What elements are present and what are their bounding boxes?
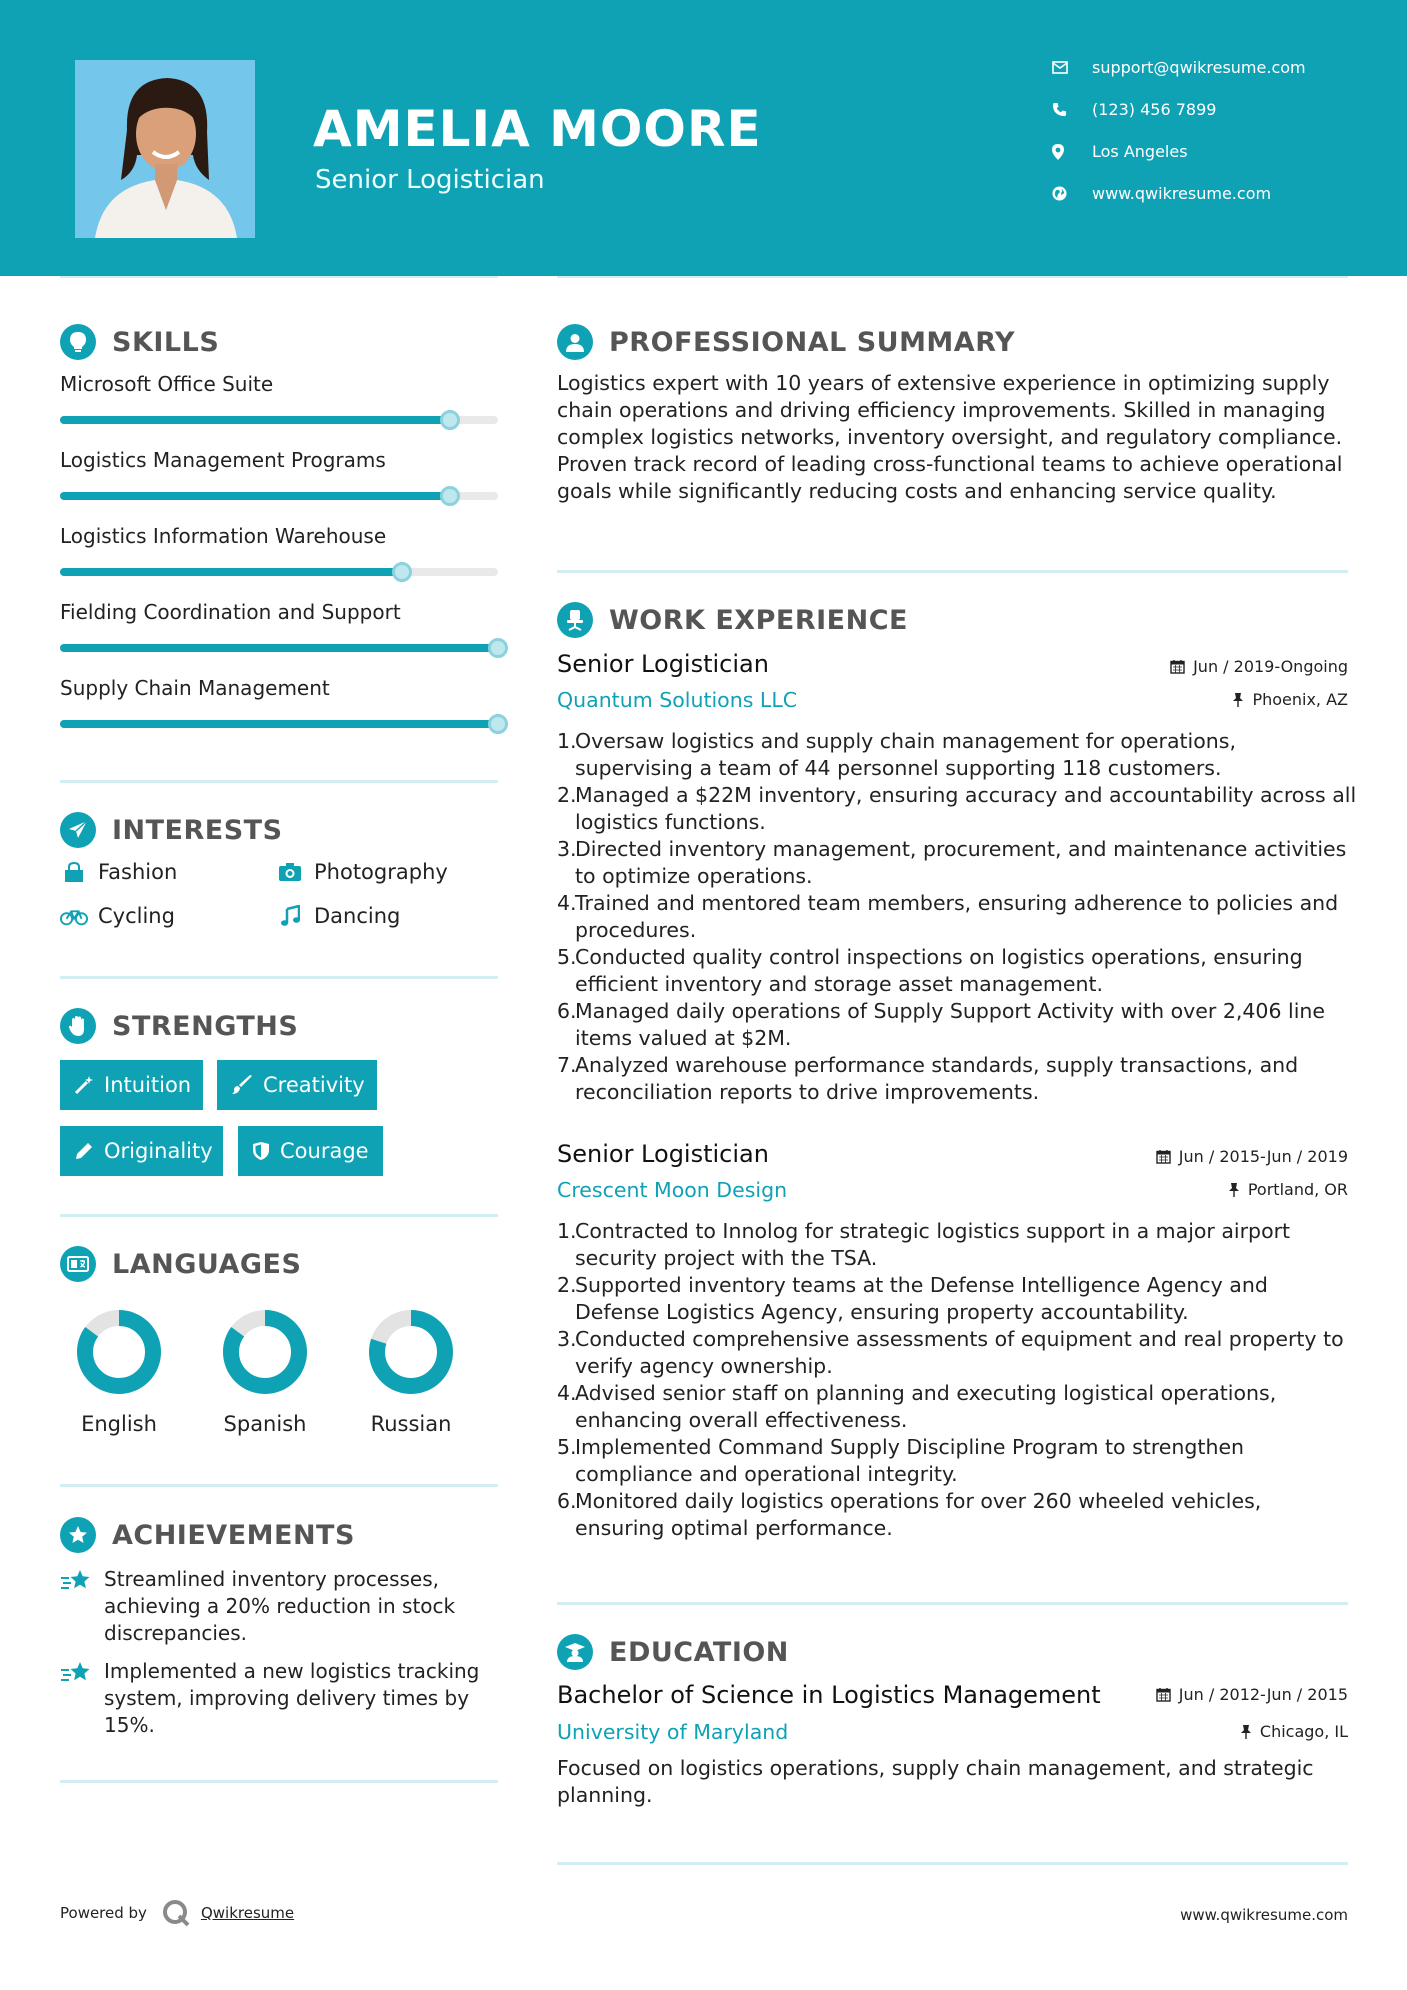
job-bullet: 7. Analyzed warehouse performance standards, supply transactions, and reconciliation reports to drive improvements.: [557, 1053, 1299, 1104]
achievements-title: ACHIEVEMENTS: [112, 1519, 355, 1551]
languages-divider: [60, 1484, 498, 1487]
language-label-russian: Russian: [370, 1412, 452, 1436]
shooting-star-icon: [60, 1566, 96, 1647]
job-bullet-list: [557, 728, 1357, 1106]
job-company: Crescent Moon Design: [557, 1178, 788, 1202]
header-divider-right: [557, 276, 1348, 278]
skill-bar-track: [60, 720, 498, 728]
achievement-text: Streamlined inventory processes, achieving a 20% reduction in stock discrepancies.: [104, 1567, 456, 1645]
shooting-star-icon: [60, 1658, 96, 1739]
interest-label: Fashion: [98, 860, 178, 884]
qwikresume-logo-icon: [161, 1898, 191, 1928]
contact-email-text: support@qwikresume.com: [1092, 58, 1306, 77]
skills-divider: [60, 780, 498, 783]
calendar-icon: [1156, 1149, 1171, 1164]
achievements-divider: [60, 1780, 498, 1783]
languages-heading: [60, 1246, 301, 1282]
language-donut: [366, 1307, 456, 1397]
calendar-icon: [1170, 659, 1185, 674]
job-bullet: 5. Conducted quality control inspections on logistics operations, ensuring efficient inventory and storage asset management.: [557, 945, 1303, 996]
languages-title: LANGUAGES: [112, 1248, 302, 1280]
bicycle-icon: [60, 906, 88, 926]
paint-brush-icon: [231, 1075, 253, 1095]
contact-email[interactable]: [1052, 58, 1382, 77]
skills-title: SKILLS: [112, 326, 220, 358]
contact-phone[interactable]: [1052, 100, 1382, 119]
education-divider: [557, 1862, 1348, 1865]
contact-location: [1052, 142, 1382, 161]
skill-bar-fill: [60, 644, 498, 652]
job-dates-text: Jun / 2019-Ongoing: [1193, 657, 1348, 676]
job-bullet: 5. Implemented Command Supply Discipline Program to strengthen compliance and operational integrity.: [557, 1435, 1245, 1486]
skills-heading: [60, 324, 219, 360]
skill-bar-knob: [392, 562, 412, 582]
strength-badge-creativity: [217, 1060, 377, 1110]
education-location: [1240, 1722, 1348, 1741]
paper-plane-icon: [60, 812, 96, 848]
interest-label: Photography: [314, 860, 448, 884]
skill-bar-track: [60, 416, 498, 424]
contact-website-text: www.qwikresume.com: [1092, 184, 1272, 203]
skill-label: Microsoft Office Suite: [60, 372, 274, 396]
interest-item-fashion: [60, 860, 177, 884]
education-title: EDUCATION: [609, 1636, 789, 1668]
interest-item-photography: [276, 860, 448, 884]
phone-icon: [1052, 102, 1080, 117]
job-bullet: 6. Managed daily operations of Supply Support Activity with over 2,406 line items valued at $2M.: [557, 999, 1326, 1050]
strengths-title: STRENGTHS: [112, 1010, 299, 1042]
summary-divider: [557, 570, 1348, 573]
office-chair-icon: [557, 602, 593, 638]
interests-divider: [60, 976, 498, 979]
interests-heading: [60, 812, 283, 848]
graduate-icon: [557, 1634, 593, 1670]
candidate-title: Senior Logistician: [315, 165, 545, 195]
powered-by-text: Powered by: [60, 1904, 147, 1922]
hand-icon: [60, 1008, 96, 1044]
interest-item-cycling: [60, 904, 175, 928]
job-location: [1232, 690, 1348, 709]
strength-label: Originality: [104, 1139, 213, 1163]
job-bullet: 1. Contracted to Innolog for strategic logistics support in a major airport security project with the TSA.: [557, 1219, 1291, 1270]
education-dates: [1156, 1685, 1348, 1704]
strength-badge-intuition: [60, 1060, 203, 1110]
skill-bar-knob: [488, 714, 508, 734]
pencil-icon: [74, 1141, 94, 1161]
achievement-item: [60, 1658, 500, 1739]
skill-label: Fielding Coordination and Support: [60, 600, 401, 624]
skill-label: Supply Chain Management: [60, 676, 330, 700]
interest-item-dancing: [276, 904, 400, 928]
job-company: Quantum Solutions LLC: [557, 688, 798, 712]
strengths-divider: [60, 1214, 498, 1217]
language-donut: [220, 1307, 310, 1397]
language-label-english: English: [81, 1412, 157, 1436]
shield-icon: [252, 1141, 270, 1161]
job-bullet: 1. Oversaw logistics and supply chain management for operations, supervising a team of 44 personnel supporting 118 customers.: [557, 729, 1236, 780]
experience-title: WORK EXPERIENCE: [609, 604, 908, 636]
interest-label: Dancing: [314, 904, 401, 928]
shopping-bag-icon: [60, 862, 88, 882]
skill-bar-knob: [488, 638, 508, 658]
achievement-text: Implemented a new logistics tracking system, improving delivery times by 15%.: [104, 1659, 480, 1737]
job-bullet: 6. Monitored daily logistics operations for over 260 wheeled vehicles, ensuring optimal performance.: [557, 1489, 1262, 1540]
camera-icon: [276, 862, 304, 882]
footer-website[interactable]: www.qwikresume.com: [1180, 1906, 1348, 1924]
job-bullet: 4. Advised senior staff on planning and executing logistical operations, enhancing overall effectiveness.: [557, 1381, 1277, 1432]
job-dates: [1170, 657, 1348, 676]
job-bullet: 3. Conducted comprehensive assessments of equipment and real property to verify agency ownership.: [557, 1327, 1344, 1378]
job-dates-text: Jun / 2015-Jun / 2019: [1178, 1147, 1348, 1166]
pushpin-icon: [1232, 692, 1244, 707]
job-location: [1228, 1180, 1348, 1199]
skill-bar-track: [60, 644, 498, 652]
header-divider-left: [60, 276, 498, 278]
job-title: Senior Logistician: [557, 650, 769, 678]
education-location-text: Chicago, IL: [1259, 1722, 1348, 1741]
job-title: Senior Logistician: [557, 1140, 769, 1168]
job-bullet: 3. Directed inventory management, procurement, and maintenance activities to optimize operations.: [557, 837, 1347, 888]
summary-heading: [557, 324, 1015, 360]
interest-label: Cycling: [98, 904, 175, 928]
map-pin-icon: [1052, 144, 1080, 160]
education-description: Focused on logistics operations, supply chain management, and strategic planning.: [557, 1756, 1314, 1807]
strength-label: Courage: [280, 1139, 369, 1163]
skill-bar-knob: [440, 486, 460, 506]
contact-location-text: Los Angeles: [1092, 142, 1188, 161]
summary-title: PROFESSIONAL SUMMARY: [609, 326, 1016, 358]
job-location-text: Portland, OR: [1247, 1180, 1348, 1199]
profile-photo: [75, 60, 255, 238]
education-dates-text: Jun / 2012-Jun / 2015: [1178, 1685, 1348, 1704]
pushpin-icon: [1228, 1182, 1240, 1197]
strength-badge-originality: [60, 1126, 223, 1176]
skill-bar-track: [60, 492, 498, 500]
globe-icon: [1052, 186, 1080, 201]
job-bullet: 2. Managed a $22M inventory, ensuring accuracy and accountability across all logistics functions.: [557, 783, 1357, 834]
language-donut: [74, 1307, 164, 1397]
summary-text: Logistics expert with 10 years of extensive experience in optimizing supply chain operations and driving efficiency improvements. Skilled in managing complex logistics networks, inventory oversight, and regulatory compliance. Proven track record of leading cross-functional teams to achieve operational goals while significantly reducing costs and enhancing service quality.: [557, 371, 1343, 503]
job-bullet-list: [557, 1218, 1357, 1542]
job-bullet: 4. Trained and mentored team members, ensuring adherence to policies and procedures.: [557, 891, 1339, 942]
education-school: University of Maryland: [557, 1720, 789, 1744]
magic-wand-icon: [74, 1075, 94, 1095]
job-bullet: 2. Supported inventory teams at the Defense Intelligence Agency and Defense Logistics Agency, ensuring property accountability.: [557, 1273, 1268, 1324]
skill-bar-fill: [60, 720, 498, 728]
lightbulb-icon: [60, 324, 96, 360]
qwikresume-link[interactable]: Qwikresume: [200, 1904, 295, 1922]
skill-bar-knob: [440, 410, 460, 430]
music-note-icon: [276, 905, 304, 927]
interests-title: INTERESTS: [112, 814, 283, 846]
envelope-icon: [1052, 61, 1080, 74]
skill-bar-fill: [60, 492, 450, 500]
skill-bar-track: [60, 568, 498, 576]
calendar-icon: [1156, 1687, 1171, 1702]
achievement-item: [60, 1566, 500, 1647]
achievements-heading: [60, 1517, 355, 1553]
star-badge-icon: [60, 1517, 96, 1553]
skill-label: Logistics Information Warehouse: [60, 524, 387, 548]
job-location-text: Phoenix, AZ: [1252, 690, 1348, 709]
language-icon: [60, 1246, 96, 1282]
contact-website[interactable]: [1052, 184, 1382, 203]
pushpin-icon: [1240, 1724, 1252, 1739]
strength-label: Intuition: [104, 1073, 192, 1097]
language-label-spanish: Spanish: [223, 1412, 307, 1436]
skill-label: Logistics Management Programs: [60, 448, 386, 472]
strengths-heading: [60, 1008, 298, 1044]
job-dates: [1156, 1147, 1348, 1166]
strength-label: Creativity: [263, 1073, 365, 1097]
education-heading: [557, 1634, 789, 1670]
skill-bar-fill: [60, 568, 402, 576]
header-banner: [0, 0, 1407, 276]
contact-phone-text: (123) 456 7899: [1092, 100, 1217, 119]
candidate-name: AMELIA MOORE: [313, 100, 762, 158]
strength-badge-courage: [238, 1126, 383, 1176]
footer-powered-by: [60, 1898, 294, 1928]
user-icon: [557, 324, 593, 360]
experience-heading: [557, 602, 908, 638]
experience-divider: [557, 1602, 1348, 1605]
education-degree: Bachelor of Science in Logistics Management: [557, 1681, 1101, 1709]
skill-bar-fill: [60, 416, 450, 424]
